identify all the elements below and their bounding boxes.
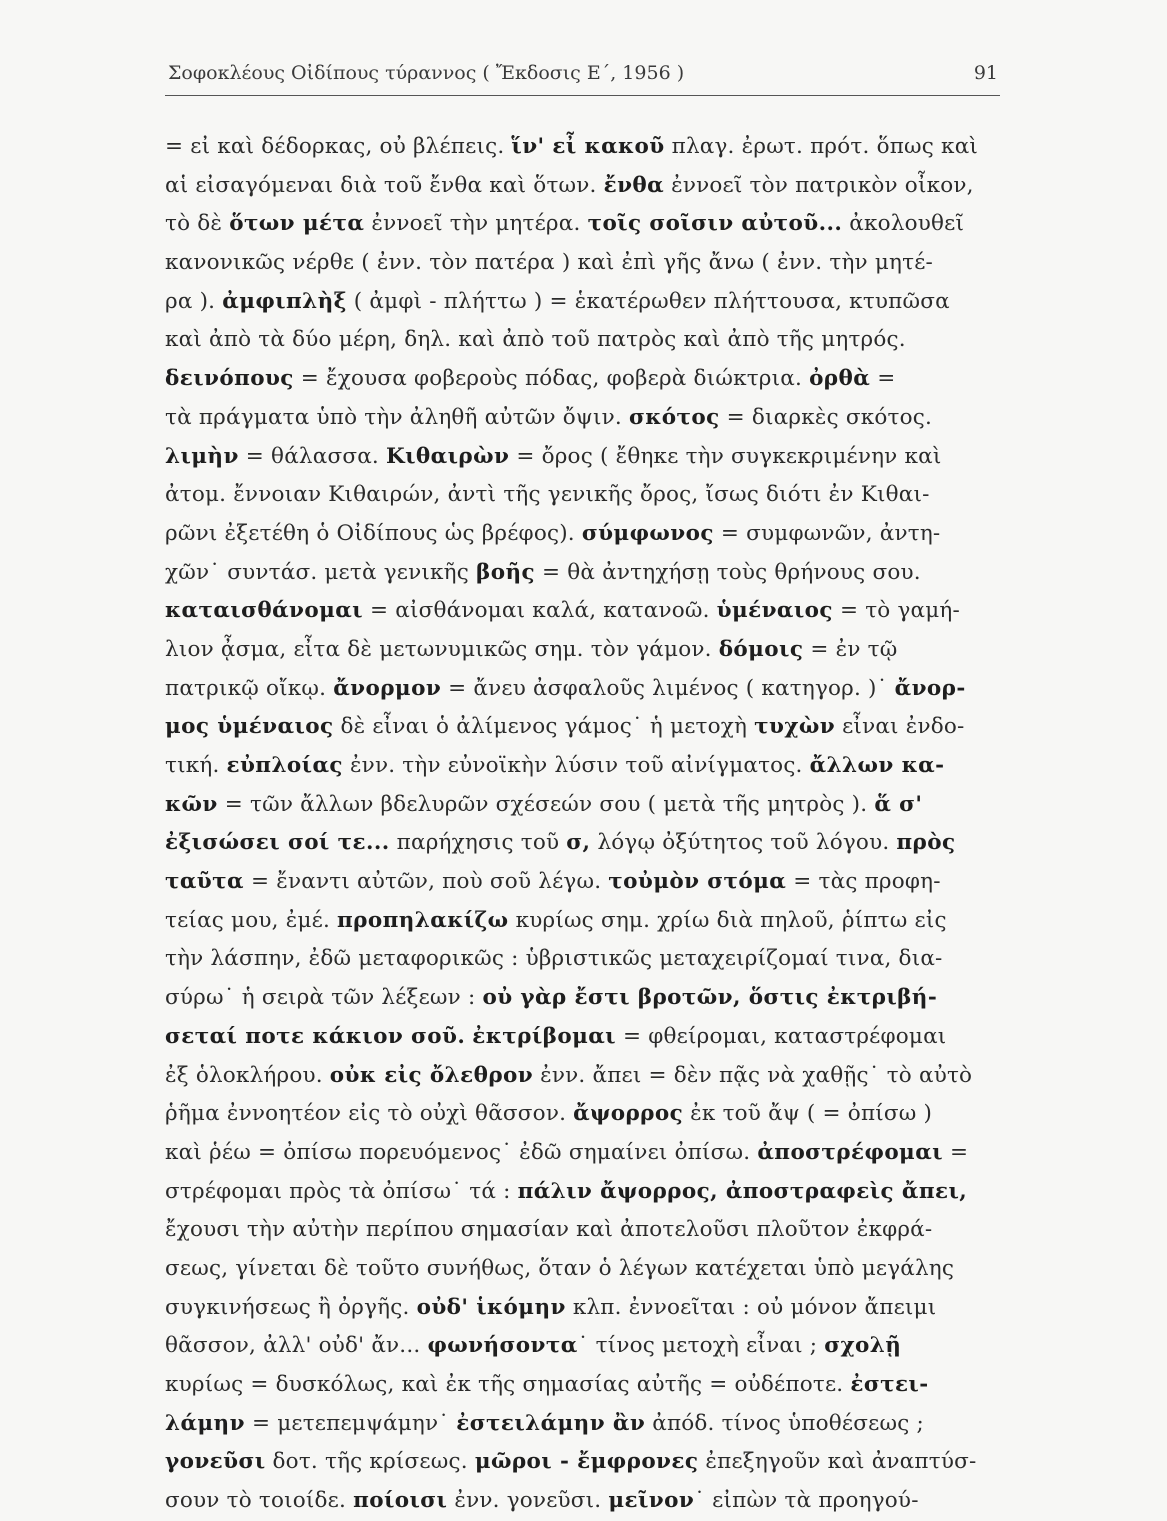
gloss-text: ἐνν. τὴν εὐνοϊκὴν λύσιν τοῦ αἰνίγματος. [342, 753, 810, 778]
gloss-text: ἐννοεῖ τὸν πατρικὸν οἶκον, [664, 172, 974, 198]
gloss-text: τική. [165, 753, 227, 778]
text-line [165, 321, 1000, 360]
text-line [165, 128, 1000, 167]
gloss-text: = ἔχουσα φοβεροὺς πόδας, φοβερὰ διώκτρια. [293, 366, 810, 392]
lemma-term: πάλιν ἄψορρος, ἀποστραφεὶς ἄπει, [517, 1178, 968, 1204]
lemma-term: μεῖνον [608, 1488, 695, 1514]
text-line [165, 554, 1000, 593]
gloss-text: ˙ τίνος μετοχὴ εἶναι ; [577, 1333, 825, 1359]
lemma-term: ἐξισώσει σοί τε... [165, 830, 390, 856]
gloss-text: τὸ δὲ [165, 211, 230, 237]
lemma-term: σχολῇ [824, 1333, 902, 1359]
gloss-text: σύρω˙ ἡ σειρὰ τῶν λέξεων : [165, 985, 483, 1011]
gloss-text: στρέφομαι πρὸς τὰ ὀπίσω˙ τά : [165, 1178, 518, 1204]
text-line [165, 670, 1000, 709]
lemma-term: σύμφωνος [581, 520, 714, 546]
lemma-term: ἐκτρίβομαι [472, 1023, 616, 1049]
text-line [165, 360, 1000, 399]
gloss-text: κυρίως σημ. χρίω διὰ πηλοῦ, ῥίπτω εἰς [508, 907, 947, 933]
gloss-text: ( ἀμφὶ - πλήττω ) = ἑκατέρωθεν πλήττουσα, κτυπῶσα [346, 288, 950, 314]
gloss-text: δὲ εἶναι ὁ ἀλίμενος γάμος˙ ἡ μετοχὴ [333, 714, 755, 740]
lemma-term: ἄνορ- [894, 675, 966, 701]
gloss-text: ῥῆμα ἐννοητέον εἰς τὸ οὐχὶ θᾶσσον. [165, 1101, 574, 1127]
lemma-term: ἅ σ' [874, 791, 923, 817]
text-line [165, 515, 1000, 554]
lemma-term: λιμὴν [165, 443, 239, 469]
text-line [165, 476, 1000, 515]
lemma-term: σκότος [628, 404, 720, 430]
lemma-term: φωνήσοντα [427, 1333, 578, 1359]
gloss-text: τὰ πράγματα ὑπὸ τὴν ἀληθῆ αὐτῶν ὄψιν. [165, 404, 629, 430]
lemma-term: πρὸς [896, 830, 956, 856]
lemma-term: σ, [566, 830, 591, 856]
text-line [165, 1366, 1000, 1405]
text-line [165, 902, 1000, 941]
text-line [165, 1095, 1000, 1134]
text-line [165, 1327, 1000, 1366]
text-line [165, 592, 1000, 631]
lemma-term: ἄνορμον [333, 675, 442, 701]
gloss-text: τείας μου, ἐμέ. [165, 907, 338, 933]
gloss-text: συγκινήσεως ἢ ὀργῆς. [165, 1294, 417, 1320]
gloss-text: χῶν˙ συντάσ. μετὰ γενικῆς [165, 559, 477, 585]
text-line [165, 1134, 1000, 1173]
lemma-term: ἵν' εἶ κακοῦ [511, 134, 665, 159]
lemma-term: οὐ γὰρ ἔστι βροτῶν, ὅστις ἐκτριβή- [482, 985, 938, 1011]
page-number: 91 [973, 62, 998, 84]
lemma-term: ἀποστρέφομαι [757, 1139, 943, 1165]
lemma-term: δόμοις [718, 636, 804, 662]
text-line [165, 205, 1000, 244]
gloss-text: = [942, 1139, 969, 1165]
gloss-text: = αἰσθάνομαι καλά, κατανοῶ. [362, 598, 717, 624]
lemma-term: ποίοισι [353, 1488, 448, 1514]
lemma-term: τυχὼν [754, 714, 836, 740]
lemma-term: ὅτων μέτα [229, 211, 365, 237]
lemma-term: ἄλλων κα- [809, 753, 945, 778]
gloss-text: = τὸ γαμή- [832, 598, 960, 624]
gloss-text: αἱ εἰσαγόμεναι διὰ τοῦ ἔνθα καὶ ὅτων. [165, 172, 604, 198]
lemma-term: ὀρθὰ [809, 366, 871, 392]
gloss-text: = θὰ ἀντηχήσῃ τοὺς θρήνους σου. [534, 559, 921, 585]
text-line [165, 1405, 1000, 1444]
lemma-term: βοῆς [476, 559, 535, 585]
lemma-term: τοῖς σοῖσιν αὐτοῦ... [587, 211, 843, 237]
gloss-text: = ἄνευ ἀσφαλοῦς λιμένος ( κατηγορ. )˙ [441, 675, 895, 701]
gloss-text: λόγῳ ὀξύτητος τοῦ λόγου. [590, 830, 897, 856]
text-line [165, 863, 1000, 902]
lemma-term: δεινόπους [165, 366, 294, 392]
header-title: Σοφοκλέους Οἰδίπους τύραννος ( Ἔκδοσις Ε΄, 1956 ) [168, 62, 685, 84]
gloss-text: εἶναι ἐνδο- [835, 714, 965, 740]
gloss-text: ἐννοεῖ τὴν μητέρα. [364, 211, 588, 237]
lemma-term: μος ὑμέναιος [165, 714, 334, 740]
lemma-term: οὐκ εἰς ὄλεθρον [329, 1062, 534, 1088]
text-line [165, 399, 1000, 438]
gloss-text: = μετεπεμψάμην˙ [244, 1410, 457, 1436]
gloss-text: ἀκολουθεῖ [842, 211, 965, 237]
gloss-text: ἐνν. ἄπει = δὲν πᾷς νὰ χαθῇς˙ τὸ αὐτὸ [533, 1062, 973, 1088]
lemma-term: σεταί ποτε κάκιον σοῦ. [165, 1023, 466, 1049]
lemma-term: κῶν [165, 791, 218, 817]
text-line [165, 1057, 1000, 1096]
lemma-term: οὐδ' ἱκόμην [416, 1294, 566, 1320]
gloss-text: = τῶν ἄλλων βδελυρῶν σχέσεών σου ( μετὰ τῆς μητρὸς ). [217, 791, 875, 817]
gloss-text: παρήχησις τοῦ [389, 830, 567, 856]
lemma-term: λάμην [165, 1410, 245, 1436]
lemma-term: ὑμέναιος [716, 598, 833, 624]
text-line [165, 786, 1000, 825]
gloss-text: = ὄρος ( ἔθηκε τὴν συγκεκριμένην καὶ [509, 443, 942, 469]
text-line [165, 1173, 1000, 1212]
lemma-term: μῶροι - ἔμφρονες [474, 1449, 699, 1475]
gloss-text: θᾶσσον, ἀλλ' οὐδ' ἄν... [165, 1333, 428, 1359]
gloss-text: ἀπόδ. τίνος ὑποθέσεως ; [645, 1410, 924, 1436]
text-line [165, 940, 1000, 979]
commentary-text [165, 128, 1000, 1521]
text-line [165, 1211, 1000, 1250]
gloss-text: σεως, γίνεται δὲ τοῦτο συνήθως, ὅταν ὁ λέγων κατέχεται ὑπὸ μεγάλης [165, 1255, 955, 1281]
text-line [165, 747, 1000, 786]
gloss-text: ἐκ τοῦ ἄψ ( = ὀπίσω ) [683, 1101, 933, 1127]
lemma-term: καταισθάνομαι [165, 598, 363, 624]
running-header [168, 62, 998, 84]
lemma-term: τοὐμὸν στόμα [608, 869, 787, 895]
text-line [165, 824, 1000, 863]
gloss-text: = ἔναντι αὐτῶν, ποὺ σοῦ λέγω. [243, 869, 609, 895]
gloss-text: = τὰς προφη- [786, 869, 941, 895]
gloss-text: ἐπεξηγοῦν καὶ ἀναπτύσ- [698, 1449, 977, 1475]
gloss-text: = φθείρομαι, καταστρέφομαι [615, 1023, 947, 1049]
lemma-term: προπηλακίζω [337, 907, 509, 933]
lemma-term: Κιθαιρὼν [386, 443, 510, 469]
gloss-text: τὴν λάσπην, ἐδῶ μεταφορικῶς : ὑβριστικῶς μεταχειρίζομαί τινα, δια- [165, 946, 943, 972]
text-line [165, 1250, 1000, 1289]
gloss-text: πατρικῷ οἴκῳ. [165, 675, 334, 701]
gloss-text: ρῶνι ἐξετέθη ὁ Οἰδίπους ὡς βρέφος). [165, 520, 582, 546]
text-line [165, 283, 1000, 322]
gloss-text: καὶ ἀπὸ τὰ δύο μέρη, δηλ. καὶ ἀπὸ τοῦ πατρὸς καὶ ἀπὸ τῆς μητρός. [165, 327, 906, 353]
gloss-text: ἀτομ. ἔννοιαν Κιθαιρών, ἀντὶ τῆς γενικῆς ὄρος, ἴσως διότι ἐν Κιθαι- [165, 482, 930, 508]
lemma-term: γονεῦσι [165, 1449, 266, 1475]
lemma-term: ἀμφιπλὴξ [222, 288, 347, 314]
gloss-text: ἔχουσι τὴν αὐτὴν περίπου σημασίαν καὶ ἀποτελοῦσι πλοῦτον ἐκφρά- [165, 1217, 933, 1243]
lemma-term: ἐστειλάμην ἂν [456, 1410, 646, 1436]
gloss-text: κυρίως = δυσκόλως, καὶ ἐκ τῆς σημασίας αὐτῆς = οὐδέποτε. [165, 1372, 851, 1397]
text-line [165, 244, 1000, 283]
lemma-term: εὐπλοίας [226, 753, 343, 778]
lemma-term: ἄψορρος [573, 1101, 684, 1127]
text-line [165, 1018, 1000, 1057]
gloss-text: ἐνν. γονεῦσι. [447, 1488, 609, 1514]
gloss-text: = θάλασσα. [238, 443, 386, 469]
text-line [165, 167, 1000, 206]
text-line [165, 1289, 1000, 1328]
gloss-text: σουν τὸ τοιοίδε. [165, 1488, 354, 1514]
gloss-text: λιον ᾆσμα, εἶτα δὲ μετωνυμικῶς σημ. τὸν γάμον. [165, 636, 719, 662]
gloss-text: = συμφωνῶν, ἀντη- [713, 520, 941, 546]
gloss-text: κανονικῶς νέρθε ( ἐνν. τὸν πατέρα ) καὶ ἐπὶ γῆς ἄνω ( ἐνν. τὴν μητέ- [165, 250, 933, 276]
text-line [165, 1443, 1000, 1482]
text-line [165, 1482, 1000, 1521]
text-line [165, 631, 1000, 670]
gloss-text: ἐξ ὁλοκλήρου. [165, 1062, 330, 1088]
gloss-text: ˙ εἰπὼν τὰ προηγού- [694, 1488, 919, 1514]
gloss-text: ρα ). [165, 288, 223, 314]
gloss-text: = ἐν τῷ [803, 636, 898, 662]
lemma-term: ἔνθα [603, 172, 665, 198]
gloss-text: = διαρκὲς σκότος. [719, 404, 933, 430]
gloss-text: κλπ. ἐννοεῖται : οὐ μόνον ἄπειμι [565, 1294, 937, 1320]
text-line [165, 979, 1000, 1018]
gloss-text: πλαγ. ἐρωτ. πρότ. ὅπως καὶ [664, 134, 979, 159]
header-rule [165, 95, 1000, 96]
text-line [165, 438, 1000, 477]
lemma-term: ἐστει- [850, 1372, 929, 1397]
lemma-term: ταῦτα [165, 869, 244, 895]
text-line [165, 708, 1000, 747]
gloss-text: δοτ. τῆς κρίσεως. [265, 1449, 475, 1475]
gloss-text: = εἰ καὶ δέδορκας, οὐ βλέπεις. [165, 134, 512, 159]
gloss-text: καὶ ῥέω = ὀπίσω πορευόμενος˙ ἐδῶ σημαίνει ὀπίσω. [165, 1139, 758, 1165]
gloss-text: = [870, 366, 896, 392]
